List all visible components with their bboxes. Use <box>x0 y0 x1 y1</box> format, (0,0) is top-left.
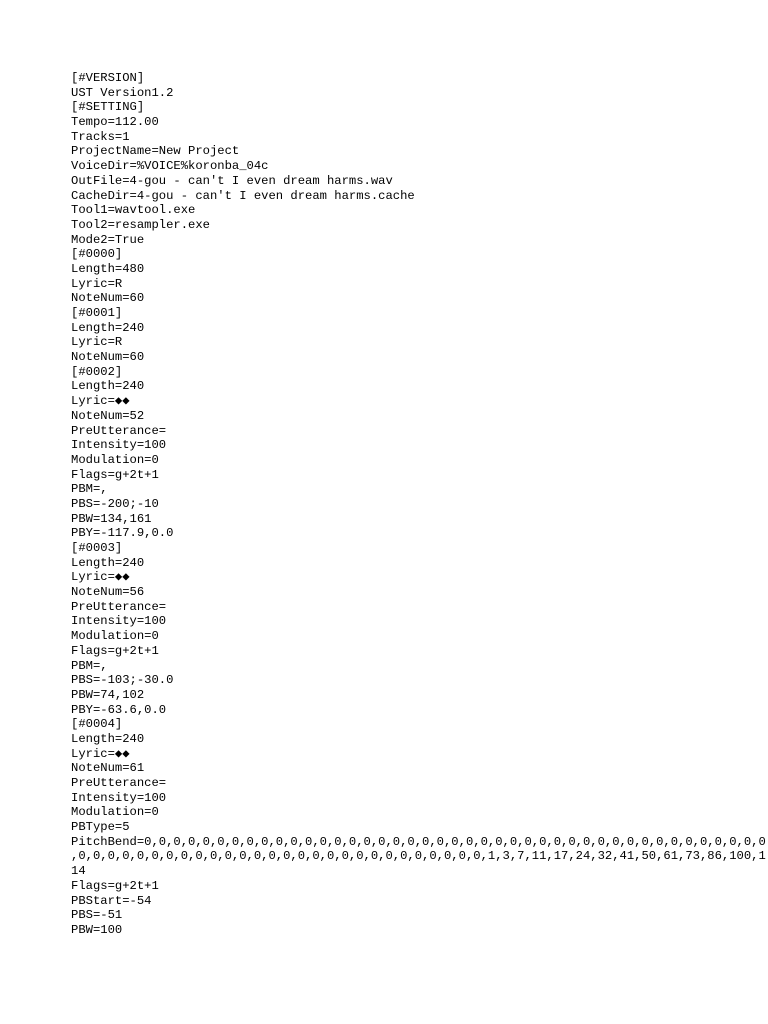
text-line: PBS=-200;-10 <box>71 496 159 511</box>
text-line: Tempo=112.00 <box>71 115 159 130</box>
text-line: [#0001] <box>71 306 123 320</box>
text-line: Tracks=1 <box>71 129 130 144</box>
text-line: PBType=5 <box>71 820 130 835</box>
text-line: PBY=-63.6,0.0 <box>71 702 167 717</box>
text-line: ,0,0,0,0,0,0,0,0,0,0,0,0,0,0,0,0,0,0,0,0,0,0,0,0,0,0,0,0,1,3,7,11,17,24,32,41,50,61,73,86,100,1 <box>71 849 766 864</box>
text-line: PreUtterance= <box>71 599 167 614</box>
text-line: Tool2=resampler.exe <box>71 217 210 232</box>
text-line: [#VERSION] <box>71 71 145 85</box>
text-line: [#0000] <box>71 247 123 262</box>
text-line: UST Version1.2 <box>71 85 174 100</box>
text-line: 14 <box>71 864 86 879</box>
text-line: [#0004] <box>71 717 123 732</box>
text-line: NoteNum=60 <box>71 291 145 306</box>
text-line: Flags=g+2t+1 <box>71 878 159 893</box>
text-line: Lyric=◆◆ <box>71 394 130 409</box>
text-line: VoiceDir=%VOICE%koronba_04c <box>71 159 269 174</box>
text-line: ProjectName=New Project <box>71 144 240 159</box>
text-line: PBStart=-54 <box>71 893 152 908</box>
text-line: PBS=-51 <box>71 908 123 923</box>
text-line: PreUtterance= <box>71 776 167 790</box>
text-line: PBY=-117.9,0.0 <box>71 526 174 541</box>
text-line: Length=240 <box>71 379 145 394</box>
ust-text-document <box>71 71 766 938</box>
text-line: CacheDir=4-gou - can't I even dream harms.cache <box>71 188 415 203</box>
text-line: PreUtterance= <box>71 423 167 438</box>
text-line: [#SETTING] <box>71 100 145 115</box>
text-line: NoteNum=56 <box>71 585 145 600</box>
text-line: Length=480 <box>71 261 145 276</box>
text-line: [#0002] <box>71 364 123 379</box>
text-line: Length=240 <box>71 555 145 570</box>
text-line: Modulation=0 <box>71 452 159 467</box>
text-line: Lyric=R <box>71 276 123 291</box>
text-line: PitchBend=0,0,0,0,0,0,0,0,0,0,0,0,0,0,0,0,0,0,0,0,0,0,0,0,0,0,0,0,0,0,0,0,0,0,0,0,0,0,0,0,0,0,0 <box>71 834 766 849</box>
text-line: NoteNum=52 <box>71 408 145 423</box>
text-line: [#0003] <box>71 541 123 555</box>
text-line: PBW=74,102 <box>71 687 145 702</box>
text-line: Modulation=0 <box>71 805 159 820</box>
text-line: PBM=, <box>71 482 108 497</box>
text-line: Flags=g+2t+1 <box>71 467 159 482</box>
text-line: Lyric=R <box>71 335 123 350</box>
text-line: PBW=134,161 <box>71 511 152 526</box>
text-line: Length=240 <box>71 320 145 335</box>
text-line: NoteNum=60 <box>71 350 145 365</box>
text-line: Lyric=◆◆ <box>71 570 130 585</box>
text-line: OutFile=4-gou - can't I even dream harms.wav <box>71 173 393 188</box>
text-line: NoteNum=61 <box>71 761 145 776</box>
text-line: Flags=g+2t+1 <box>71 643 159 658</box>
text-line: Intensity=100 <box>71 790 167 805</box>
text-line: Intensity=100 <box>71 614 167 629</box>
text-line: PBM=, <box>71 658 108 673</box>
text-line: Modulation=0 <box>71 629 159 644</box>
text-line: Length=240 <box>71 731 145 746</box>
text-line: Tool1=wavtool.exe <box>71 203 196 218</box>
text-line: Lyric=◆◆ <box>71 746 130 761</box>
text-line: Mode2=True <box>71 232 145 247</box>
text-line: Intensity=100 <box>71 438 167 453</box>
text-line: PBW=100 <box>71 922 123 937</box>
text-line: PBS=-103;-30.0 <box>71 673 174 688</box>
